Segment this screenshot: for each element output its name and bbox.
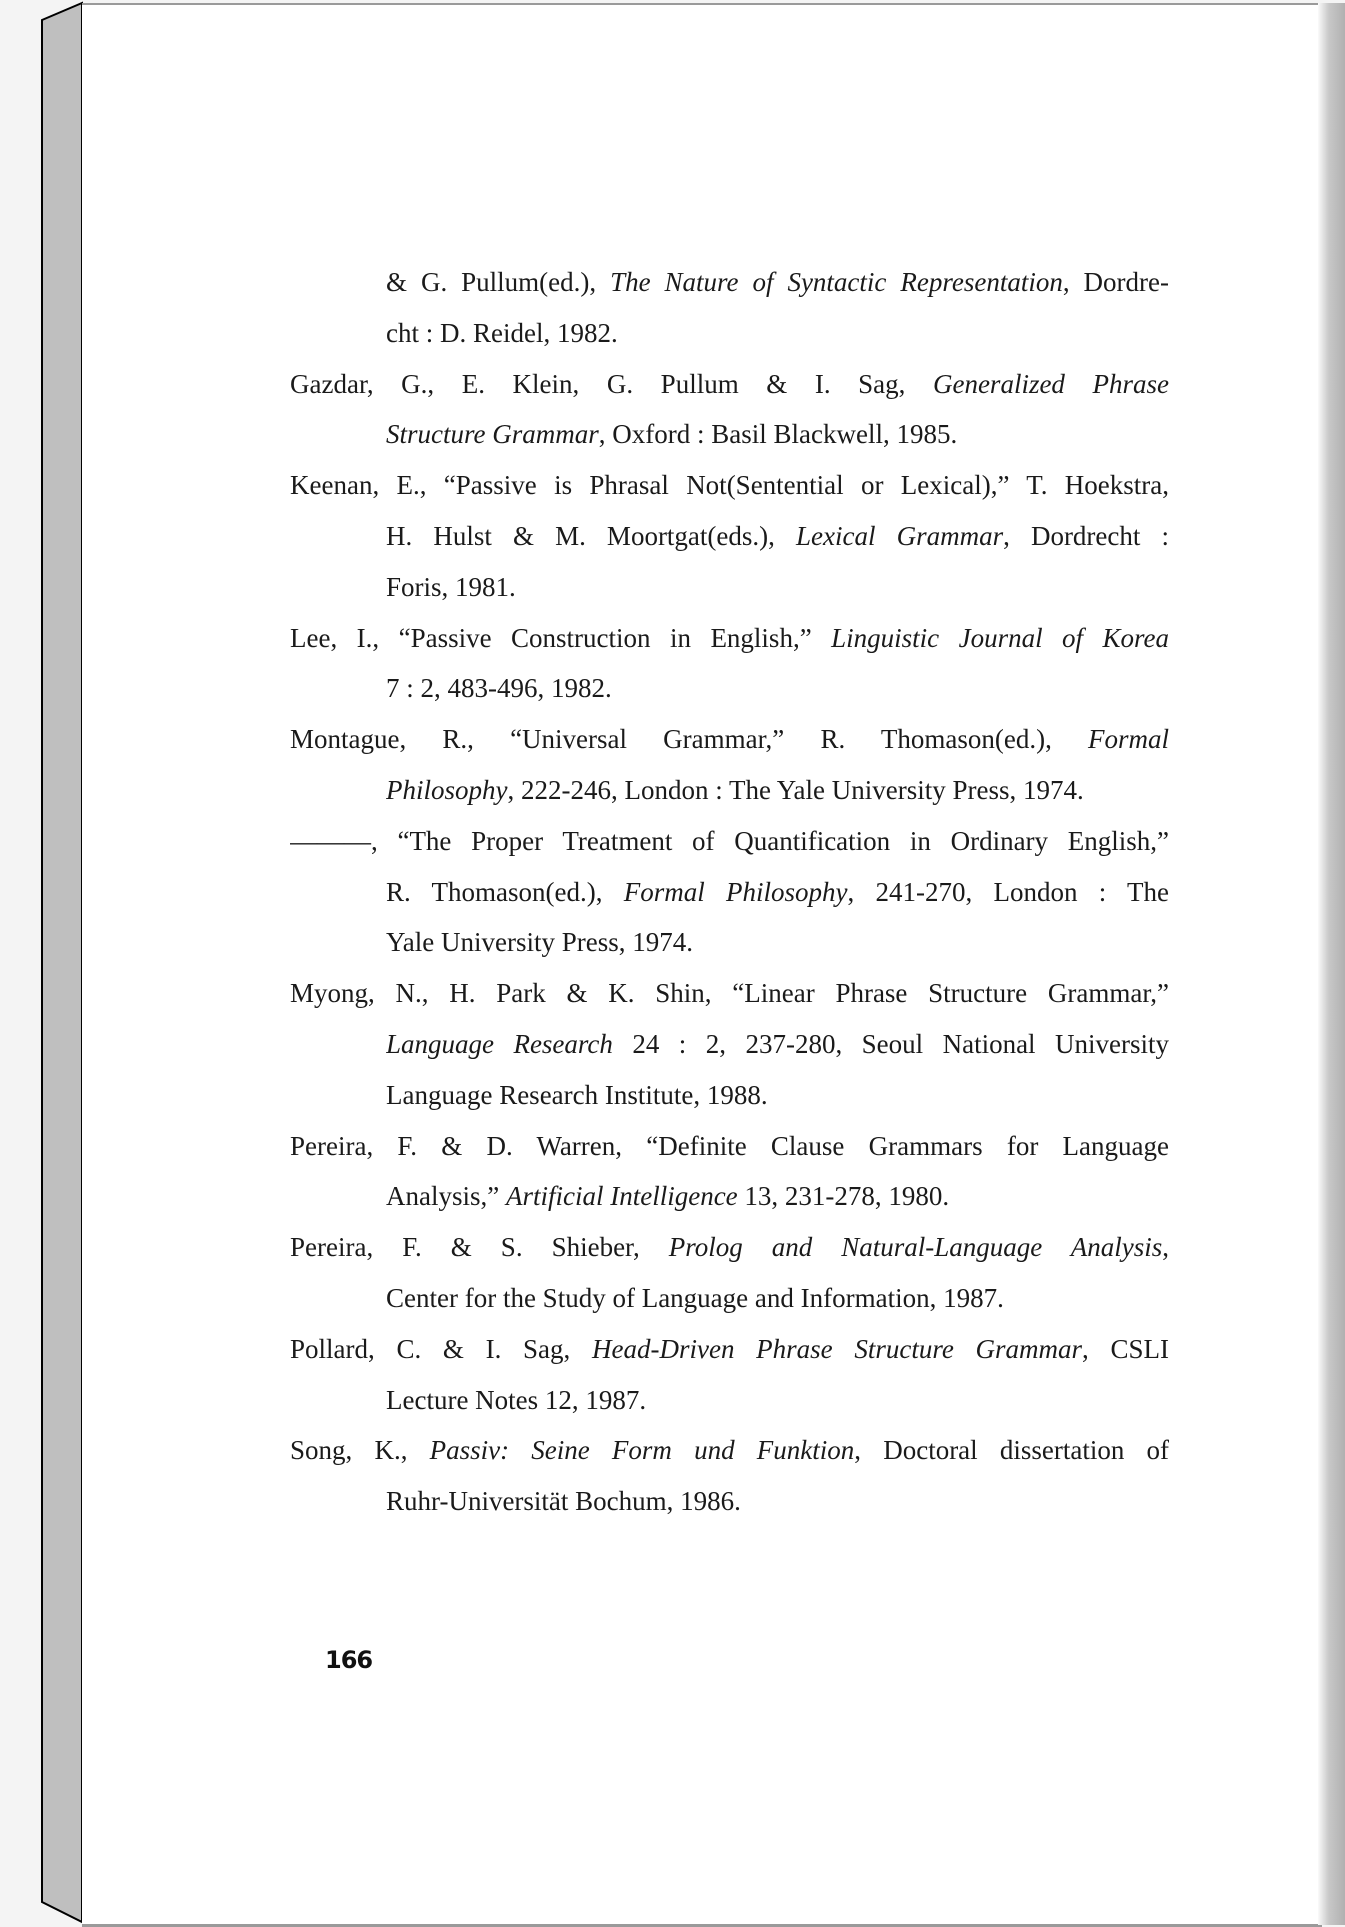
- reference-text: Analysis,”: [386, 1181, 506, 1212]
- reference-line: [290, 1425, 1169, 1476]
- reference-text: Gazdar, G., E. Klein, G. Pullum & I. Sag,: [290, 368, 933, 399]
- reference-text: Montague, R., “Universal Grammar,” R. Thomason(ed.),: [290, 724, 1088, 755]
- reference-line: [386, 1476, 1169, 1527]
- italic-title: Lexical Grammar: [796, 520, 1004, 551]
- italic-title: Language Research: [386, 1028, 613, 1059]
- reference-line: [386, 511, 1169, 562]
- italic-title: Artificial Intelligence: [505, 1181, 738, 1212]
- reference-text: Myong, N., H. Park & K. Shin, “Linear Phrase Structure Grammar,”: [290, 978, 1169, 1009]
- page-number: 166: [325, 1646, 373, 1674]
- reference-line: [386, 562, 1169, 613]
- reference-entry: [290, 968, 1169, 1120]
- reference-text: Keenan, E., “Passive is Phrasal Not(Sentential or Lexical),” T. Hoekstra,: [290, 470, 1169, 501]
- reference-text: Foris, 1981.: [386, 571, 516, 602]
- reference-line: [386, 867, 1169, 918]
- reference-text: ———, “The Proper Treatment of Quantification in Ordinary English,”: [290, 825, 1169, 856]
- reference-text: Pollard, C. & I. Sag,: [290, 1333, 592, 1364]
- reference-entry: [290, 1121, 1169, 1223]
- reference-line: [386, 1070, 1169, 1121]
- reference-line: [290, 1222, 1169, 1273]
- reference-entry: [290, 359, 1169, 461]
- reference-text: 13, 231-278, 1980.: [737, 1181, 950, 1212]
- reference-line: [386, 663, 1169, 714]
- reference-text: , Doctoral dissertation of: [854, 1435, 1169, 1466]
- italic-title: Generalized Phrase: [932, 368, 1169, 399]
- italic-title: Formal Philosophy: [623, 876, 848, 907]
- reference-text: ,: [1162, 1232, 1169, 1263]
- reference-line: [386, 308, 1169, 359]
- reference-text: Ruhr-Universität Bochum, 1986.: [386, 1486, 741, 1517]
- reference-text: & G. Pullum(ed.),: [386, 267, 611, 297]
- italic-title: Head-Driven Phrase Structure Grammar: [592, 1333, 1083, 1364]
- reference-text: Language Research Institute, 1988.: [386, 1079, 768, 1110]
- italic-title: Prolog and Natural-Language Analysis: [668, 1232, 1163, 1263]
- reference-entry: [290, 257, 1169, 359]
- italic-title: Passiv: Seine Form und Funktion: [429, 1435, 855, 1466]
- reference-text: , Oxford : Basil Blackwell, 1985.: [598, 419, 958, 450]
- reference-text: 7 : 2, 483-496, 1982.: [386, 673, 612, 704]
- reference-line: [290, 714, 1169, 765]
- reference-text: , Dordrecht :: [1003, 520, 1169, 551]
- reference-text: Song, K.,: [290, 1435, 430, 1466]
- page-edge-shadow: [1318, 3, 1345, 1925]
- reference-line: [290, 816, 1169, 867]
- reference-line: [386, 1171, 1169, 1222]
- reference-line: [290, 1324, 1169, 1375]
- reference-line: [386, 917, 1169, 968]
- italic-title: Formal: [1088, 724, 1169, 755]
- reference-text: , 222-246, London : The Yale University Press, 1974.: [507, 774, 1084, 805]
- reference-line: [386, 1273, 1169, 1324]
- reference-list: [290, 257, 1169, 1527]
- reference-line: [386, 409, 1169, 460]
- italic-title: Structure Grammar: [386, 419, 599, 450]
- reference-entry: [290, 613, 1169, 715]
- reference-entry: [290, 714, 1169, 816]
- reference-text: 24 : 2, 237-280, Seoul National University: [612, 1028, 1169, 1059]
- reference-line: [290, 1121, 1169, 1172]
- reference-text: , CSLI: [1082, 1333, 1169, 1364]
- reference-entry: [290, 1425, 1169, 1527]
- reference-text: Pereira, F. & D. Warren, “Definite Clause Grammars for Language: [290, 1130, 1169, 1161]
- italic-title: The Nature of Syntactic Representation: [610, 267, 1063, 297]
- reference-text: , Dordre-: [1062, 267, 1169, 297]
- reference-entry: [290, 1222, 1169, 1324]
- reference-text: H. Hulst & M. Moortgat(eds.),: [386, 520, 796, 551]
- reference-text: R. Thomason(ed.),: [386, 876, 624, 907]
- reference-line: [386, 765, 1169, 816]
- reference-text: Pereira, F. & S. Shieber,: [290, 1232, 669, 1263]
- reference-text: Lecture Notes 12, 1987.: [386, 1384, 647, 1415]
- reference-text: Yale University Press, 1974.: [386, 927, 694, 958]
- reference-entry: [290, 1324, 1169, 1426]
- reference-entry: [290, 460, 1169, 612]
- reference-line: [386, 257, 1169, 308]
- reference-line: [290, 613, 1169, 664]
- reference-line: [386, 1019, 1169, 1070]
- reference-text: Center for the Study of Language and Information, 1987.: [386, 1282, 1004, 1313]
- reference-line: [290, 460, 1169, 511]
- reference-line: [290, 968, 1169, 1019]
- italic-title: Linguistic Journal of Korea: [831, 622, 1169, 653]
- reference-text: Lee, I., “Passive Construction in English,”: [290, 622, 832, 653]
- italic-title: Philosophy: [386, 774, 508, 805]
- reference-text: cht : D. Reidel, 1982.: [386, 317, 618, 348]
- reference-text: , 241-270, London : The: [847, 876, 1169, 907]
- reference-entry: [290, 816, 1169, 968]
- reference-line: [290, 359, 1169, 410]
- reference-line: [386, 1375, 1169, 1426]
